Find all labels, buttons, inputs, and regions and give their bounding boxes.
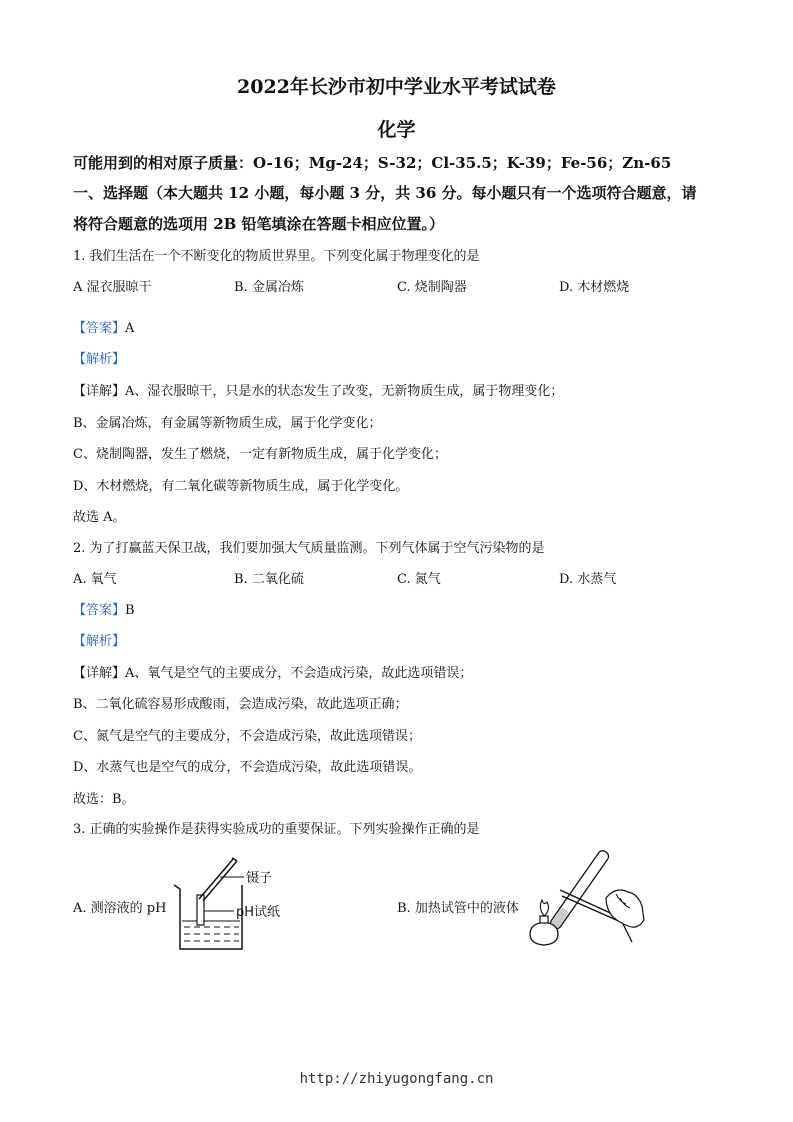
heating-test-tube-figure — [520, 850, 650, 950]
q2-option-a: A. 氧气 — [73, 572, 117, 587]
q3-option-b: B. 加热试管中的液体 — [397, 901, 519, 916]
q2-answer-value: B — [125, 603, 135, 618]
q1-detail-c: C、烧制陶器，发生了燃烧，一定有新物质生成，属于化学变化； — [73, 447, 447, 462]
section-heading-line2: 将符合题意的选项用 2B 铅笔填涂在答题卡相应位置。） — [73, 215, 445, 233]
q3-option-a: A. 测溶液的 pH — [73, 901, 167, 916]
q1-answer-value: A — [125, 321, 135, 336]
detail-tag: 【详解】 — [73, 666, 126, 681]
q1-conclusion: 故选 A。 — [73, 510, 126, 525]
q2-option-b: B. 二氧化硫 — [234, 572, 304, 587]
answer-tag: 【答案】 — [73, 321, 126, 336]
q2-option-c: C. 氮气 — [397, 572, 441, 587]
q1-detail-a: A、湿衣服晾干，只是水的状态发生了改变，无新物质生成，属于物理变化； — [125, 384, 564, 399]
subject-title: 化学 — [377, 119, 416, 141]
q1-detail-b: B、金属冶炼，有金属等新物质生成，属于化学变化； — [73, 416, 382, 431]
answer-tag: 【答案】 — [73, 603, 126, 618]
q2-stem: 2. 为了打赢蓝天保卫战，我们要加强大气质量监测。下列气体属于空气污染物的是 — [73, 541, 545, 556]
exam-title: 2022年长沙市初中学业水平考试试卷 — [237, 76, 556, 98]
q1-detail-line — [73, 380, 563, 399]
q1-answer — [73, 317, 134, 336]
q1-option-b: B. 金属冶炼 — [234, 280, 304, 295]
q2-conclusion: 故选：B。 — [73, 792, 135, 807]
atomic-masses: 可能用到的相对原子质量：O-16；Mg-24；S-32；Cl-35.5；K-39；Fe-56；Zn-65 — [73, 154, 672, 172]
q2-option-d: D. 水蒸气 — [559, 572, 617, 587]
q1-option-a: A 湿衣服晾干 — [73, 280, 152, 295]
q2-analysis-tag: 【解析】 — [73, 634, 126, 649]
q2-detail-b: B、二氧化硫容易形成酸雨，会造成污染，故此选项正确； — [73, 697, 408, 712]
q2-detail-line — [73, 662, 472, 681]
ph-test-beaker-figure — [168, 855, 298, 955]
q2-detail-d: D、水蒸气也是空气的成分，不会造成污染，故此选项错误。 — [73, 760, 422, 775]
q1-detail-d: D、木材燃烧，有二氧化碳等新物质生成，属于化学变化。 — [73, 479, 409, 494]
detail-tag: 【详解】 — [73, 384, 126, 399]
q1-stem: 1. 我们生活在一个不断变化的物质世界里。下列变化属于物理变化的是 — [73, 249, 480, 264]
q2-detail-c: C、氮气是空气的主要成分，不会造成污染，故此选项错误； — [73, 729, 421, 744]
q1-option-d: D. 木材燃烧 — [559, 280, 630, 295]
q2-answer — [73, 599, 135, 618]
q2-detail-a: A、氧气是空气的主要成分，不会造成污染，故此选项错误； — [125, 666, 473, 681]
section-heading-line1: 一、选择题（本大题共 12 小题，每小题 3 分，共 36 分。每小题只有一个选项符合题意，请 — [73, 184, 697, 202]
q1-analysis-tag: 【解析】 — [73, 352, 126, 367]
ph-paper-label: pH试纸 — [236, 905, 281, 920]
footer-url: http://zhiyugongfang.cn — [299, 1071, 494, 1087]
q1-option-c: C. 烧制陶器 — [397, 280, 467, 295]
tweezers-label: 镊子 — [246, 871, 273, 886]
q3-stem: 3. 正确的实验操作是获得实验成功的重要保证。下列实验操作正确的是 — [73, 822, 480, 837]
